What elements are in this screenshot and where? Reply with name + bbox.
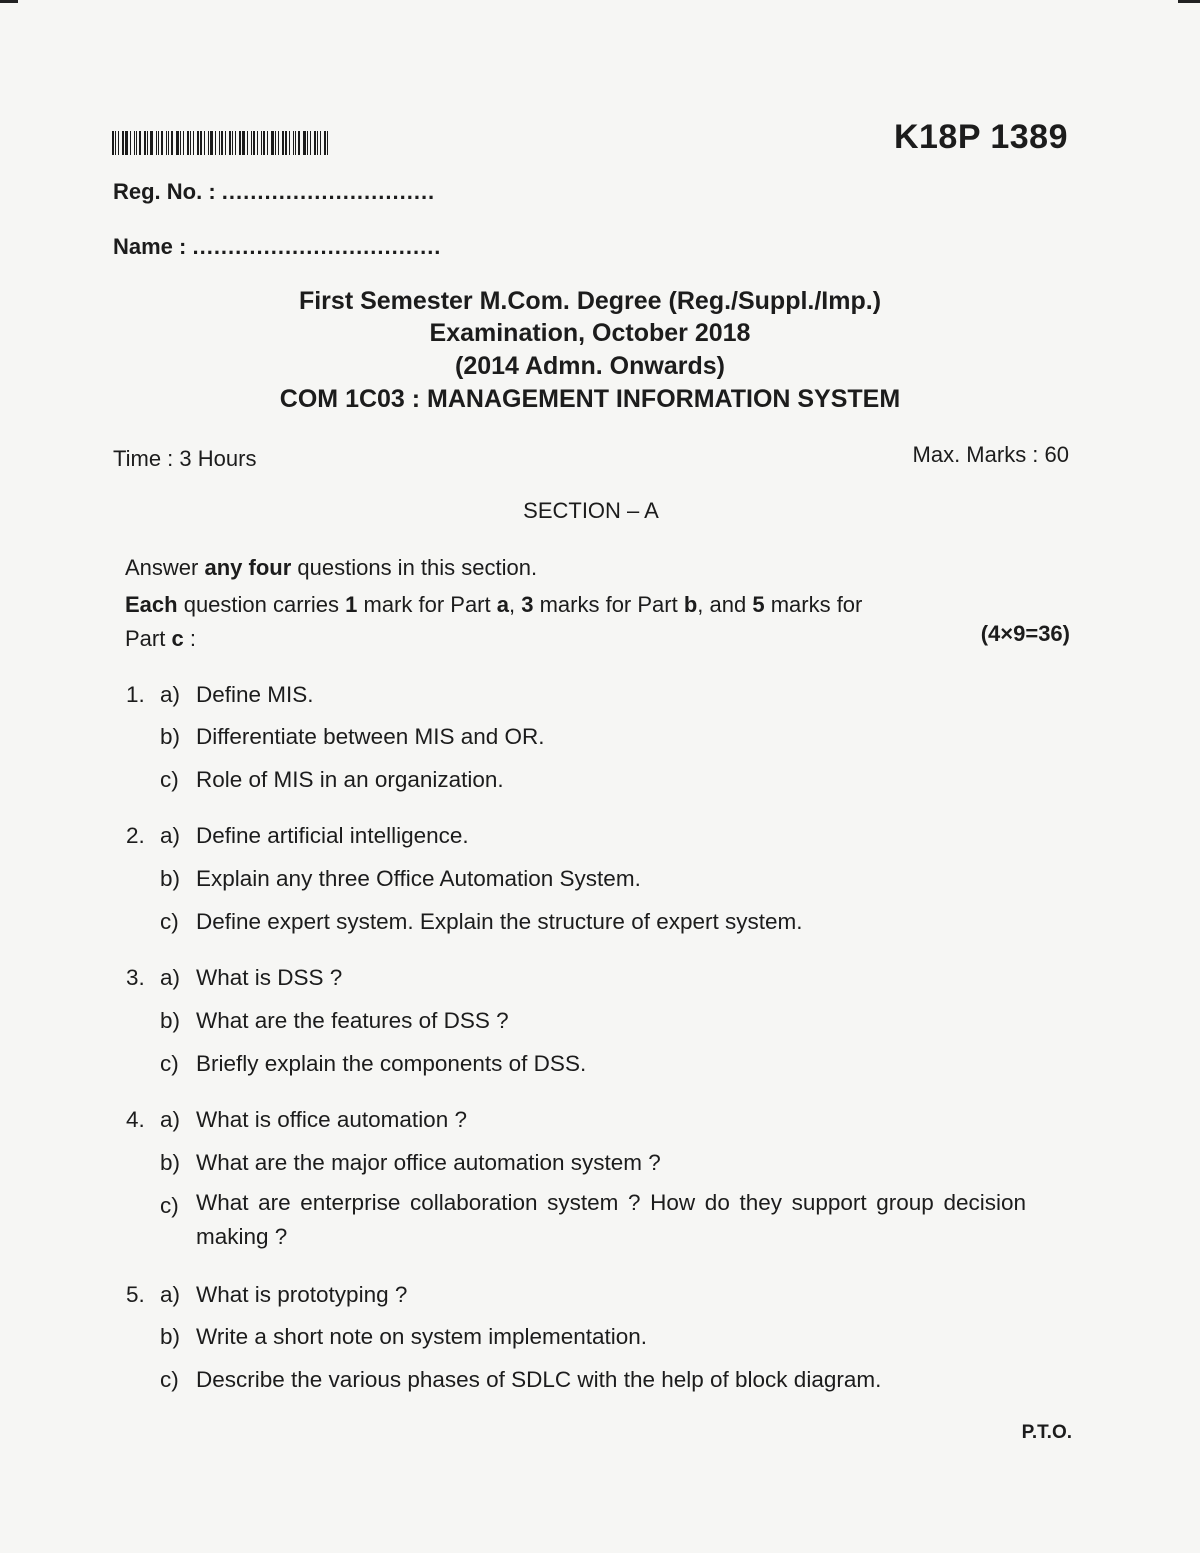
barcode-bar (251, 131, 252, 155)
question-text: Role of MIS in an organization. (196, 767, 504, 792)
barcode-bar (193, 131, 194, 155)
barcode-bar (229, 131, 231, 155)
barcode-bar (134, 131, 135, 155)
barcode-bar (219, 131, 220, 155)
barcode-bar (221, 131, 223, 155)
part-label: c) (160, 1367, 179, 1392)
barcode-bar (183, 131, 184, 155)
barcode-bar (282, 131, 284, 155)
part-label: a) (160, 1107, 181, 1132)
part-label: b) (160, 1008, 181, 1033)
question-text: What are the major office automation system ? (196, 1150, 661, 1175)
question-number: 5. (126, 1282, 145, 1307)
barcode-bar (253, 131, 255, 155)
question-number: 1. (126, 682, 145, 707)
marks-text: marks for (764, 592, 863, 617)
marks-part: b (683, 592, 698, 617)
marks-text: : (183, 626, 196, 651)
marks-text: mark for Part (357, 592, 497, 617)
reg-no-dots: .............................. (221, 179, 436, 204)
barcode-bar (112, 131, 114, 155)
part-label: a) (160, 1282, 181, 1307)
marks-value: 1 (345, 592, 358, 617)
marks-total: (4×9=36) (980, 621, 1070, 646)
barcode-bar (278, 131, 279, 155)
barcode-bar (122, 131, 124, 155)
barcode-bar (257, 131, 258, 155)
barcode-bar (247, 131, 248, 155)
part-label: a) (160, 823, 181, 848)
barcode-bar (180, 131, 181, 155)
barcode-bar (289, 131, 290, 155)
barcode-bar (298, 131, 300, 155)
part-label: b) (160, 724, 181, 749)
barcode-icon (112, 131, 330, 155)
barcode-bar (295, 131, 296, 155)
question-text: What is office automation ? (196, 1107, 467, 1132)
scan-edge-mark-right (1178, 0, 1200, 3)
marks-line-1 (125, 592, 862, 618)
marks-part: a (496, 592, 509, 617)
barcode-bar (204, 131, 205, 155)
marks-value: 3 (521, 592, 534, 617)
title-line-3: (2014 Admn. Onwards) (455, 352, 725, 380)
part-label: a) (160, 682, 181, 707)
barcode-bar (150, 131, 153, 155)
barcode-bar (310, 131, 311, 155)
marks-value: 5 (752, 592, 765, 617)
title-line-1: First Semester M.Com. Degree (Reg./Suppl./Imp.) (298, 287, 882, 315)
question-number: 4. (126, 1107, 145, 1132)
barcode-bar (115, 131, 116, 155)
barcode-bar (158, 131, 159, 155)
part-label: b) (160, 1324, 181, 1349)
barcode-bar (324, 131, 326, 155)
question-number: 2. (126, 823, 145, 848)
barcode-bar (210, 131, 213, 155)
barcode-bar (125, 131, 128, 155)
question-number: 3. (126, 965, 145, 990)
section-heading: SECTION – A (523, 498, 659, 523)
marks-each: Each (125, 592, 178, 617)
barcode-bar (285, 131, 287, 155)
question-text: Write a short note on system implementation. (196, 1324, 648, 1349)
barcode-bar (144, 131, 146, 155)
scan-edge-mark-left (0, 0, 18, 3)
barcode-bar (307, 131, 308, 155)
barcode-bar (200, 131, 202, 155)
question-text: Explain any three Office Automation System. (196, 866, 641, 891)
question-text: Describe the various phases of SDLC with the help of block diagram. (196, 1367, 882, 1392)
barcode-bar (327, 131, 328, 155)
barcode-bar (130, 131, 131, 155)
marks-text: Part (125, 626, 172, 651)
instruction-text-1: Answer (125, 555, 205, 580)
marks-part: c (171, 626, 184, 651)
part-label: b) (160, 1150, 181, 1175)
question-text: Briefly explain the components of DSS. (196, 1051, 587, 1076)
part-label: c) (160, 1193, 179, 1218)
barcode-bar (271, 131, 274, 155)
name-label: Name : (113, 234, 187, 259)
exam-time: Time : 3 Hours (113, 446, 257, 471)
barcode-bar (190, 131, 191, 155)
instruction-bold: any four (204, 555, 292, 580)
question-text: What is DSS ? (196, 965, 343, 990)
barcode-bar (314, 131, 316, 155)
pto-label: P.T.O. (1021, 1422, 1072, 1443)
barcode-bar (232, 131, 233, 155)
marks-text: , (508, 592, 522, 617)
instruction-text-2: questions in this section. (291, 555, 538, 580)
barcode-bar (168, 131, 169, 155)
question-text: Define MIS. (196, 682, 314, 707)
barcode-bar (156, 131, 157, 155)
barcode-bar (303, 131, 306, 155)
section-instruction (125, 555, 537, 581)
marks-text: , and (697, 592, 753, 617)
reg-no-label: Reg. No. : (113, 179, 216, 204)
marks-text: marks for Part (533, 592, 684, 617)
question-text: What is prototyping ? (196, 1282, 408, 1307)
question-text: Define artificial intelligence. (196, 823, 469, 848)
name-field (113, 234, 441, 260)
barcode-bar (267, 131, 268, 155)
barcode-bar (275, 131, 276, 155)
reg-no-field (113, 179, 435, 205)
part-label: a) (160, 965, 181, 990)
barcode-bar (215, 131, 216, 155)
barcode-bar (263, 131, 265, 155)
title-line-4: COM 1C03 : MANAGEMENT INFORMATION SYSTEM (279, 385, 901, 413)
barcode-bar (235, 131, 236, 155)
marks-line-2 (125, 626, 196, 652)
barcode-bar (320, 131, 321, 155)
barcode-bar (139, 131, 141, 155)
part-label: b) (160, 866, 181, 891)
barcode-bar (166, 131, 167, 155)
marks-text: question carries (177, 592, 346, 617)
barcode-bar (147, 131, 148, 155)
question-text: Differentiate between MIS and OR. (196, 724, 545, 749)
part-label: c) (160, 767, 179, 792)
barcode-bar (171, 131, 173, 155)
barcode-bar (261, 131, 262, 155)
title-line-2: Examination, October 2018 (429, 319, 751, 347)
barcode-bar (161, 131, 163, 155)
question-text: What are enterprise collaboration system ? How do they support group decision making ? (196, 1190, 1026, 1249)
paper-code: K18P 1389 (893, 118, 1068, 156)
barcode-bar (118, 131, 119, 155)
max-marks: Max. Marks : 60 (912, 442, 1069, 467)
part-label: c) (160, 909, 179, 934)
name-dots: ................................... (192, 234, 442, 259)
barcode-bar (197, 131, 199, 155)
barcode-bar (242, 131, 245, 155)
barcode-bar (293, 131, 294, 155)
barcode-bar (176, 131, 179, 155)
question-text: Define expert system. Explain the structure of expert system. (196, 909, 803, 934)
barcode-bar (239, 131, 241, 155)
barcode-bar (136, 131, 137, 155)
barcode-bar (187, 131, 189, 155)
barcode-bar (225, 131, 226, 155)
question-text: What are the features of DSS ? (196, 1008, 509, 1033)
barcode-bar (208, 131, 209, 155)
part-label: c) (160, 1051, 179, 1076)
barcode-bar (317, 131, 318, 155)
